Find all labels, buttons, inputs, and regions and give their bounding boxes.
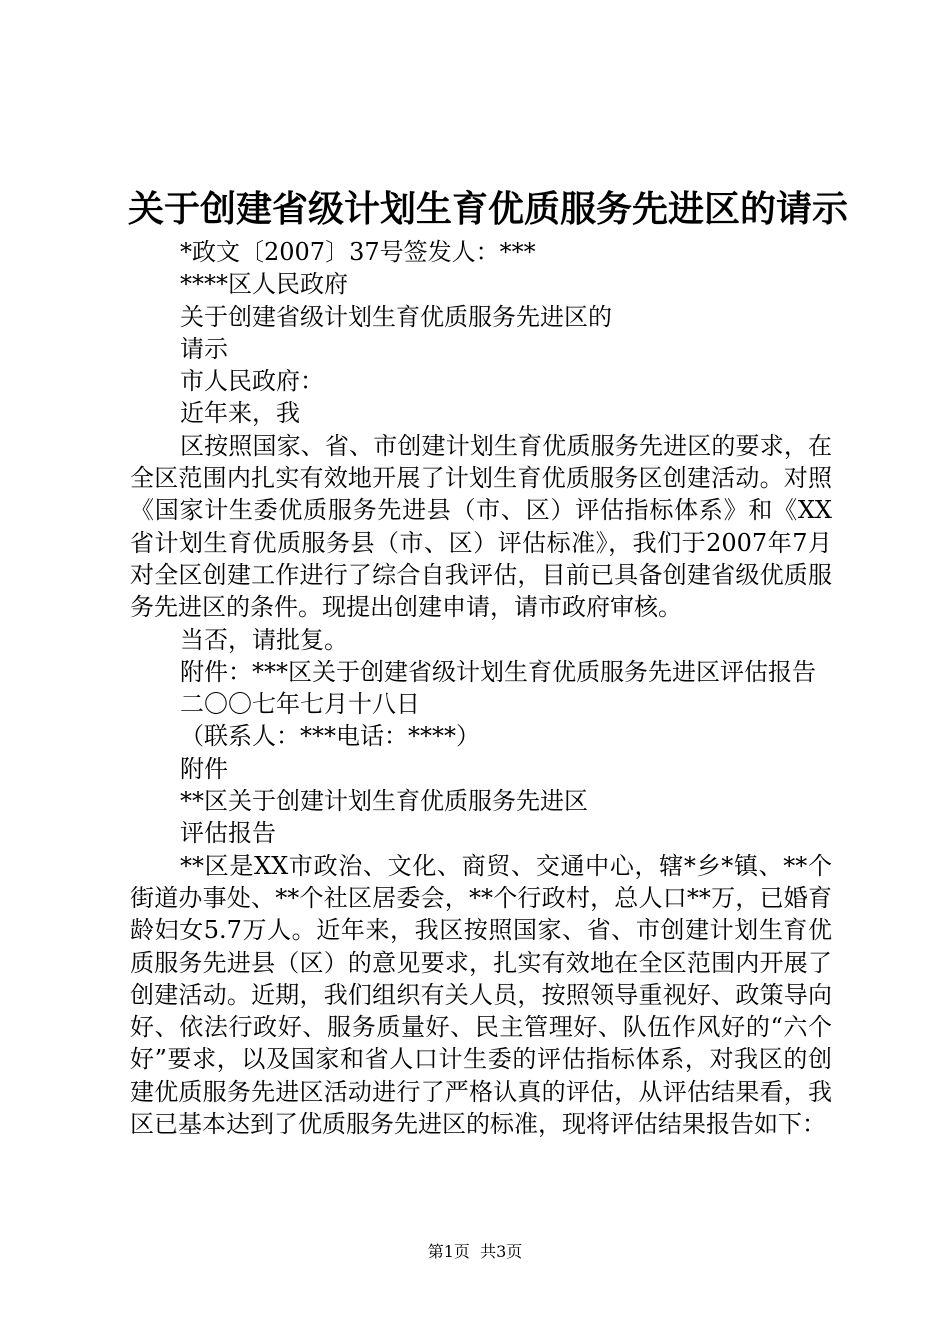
- contact-line: （联系人：***电话：****）: [180, 722, 480, 751]
- document-title: 关于创建省级计划生育优质服务先进区的请示: [128, 189, 849, 230]
- body-paragraph: 近年来，我: [180, 399, 300, 428]
- subject-line-continued: 请示: [180, 334, 228, 363]
- closing-request: 当否，请批复。: [180, 625, 348, 654]
- document-number-line: *政文〔2007〕37号签发人：***: [180, 238, 536, 266]
- body-paragraph: 区按照国家、省、市创建计划生育优质服务先进区的要求，在全区范围内扎实有效地开展了计划生育优质服务区创建活动。对照《国家计生委优质服务先进县（市、区）评估指标体系》和《XX省计划生育优质服务县（市、区）评估标准》，我们于2007年7月对全区创建工作进行了综合自我评估，目前已具备创建省级优质服务先进区的条件。现提出创建申请，请市政府审核。: [130, 431, 832, 622]
- report-title-continued: 评估报告: [180, 819, 276, 848]
- issuing-authority: ****区人民政府: [180, 270, 348, 299]
- document-body: [130, 236, 832, 1140]
- attachment-note: 附件：***区关于创建省级计划生育优质服务先进区评估报告: [180, 657, 816, 686]
- recipient: 市人民政府：: [180, 367, 324, 396]
- page-indicator: 第1页 共3页: [427, 1242, 523, 1261]
- report-body-paragraph: **区是XX市政治、文化、商贸、交通中心，辖*乡*镇、**个街道办事处、**个社区居委会，**个行政村，总人口**万，已婚育龄妇女5.7万人。近年来，我区按照国家、省、市创建计划生育优质服务先进县（区）的意见要求，扎实有效地在全区范围内开展了创建活动。近期，我们组织有关人员，按照领导重视好、政策导向好、依法行政好、服务质量好、民主管理好、队伍作风好的“六个好”要求，以及国家和省人口计生委的评估指标体系，对我区的创建优质服务先进区活动进行了严格认真的评估，从评估结果看，我区已基本达到了优质服务先进区的标准，现将评估结果报告如下：: [130, 851, 832, 1139]
- document-date: 二〇〇七年七月十八日: [180, 690, 420, 719]
- report-title: **区关于创建计划生育优质服务先进区: [180, 787, 588, 816]
- attachment-heading: 附件: [180, 754, 228, 783]
- subject-line: 关于创建省级计划生育优质服务先进区的: [180, 302, 612, 331]
